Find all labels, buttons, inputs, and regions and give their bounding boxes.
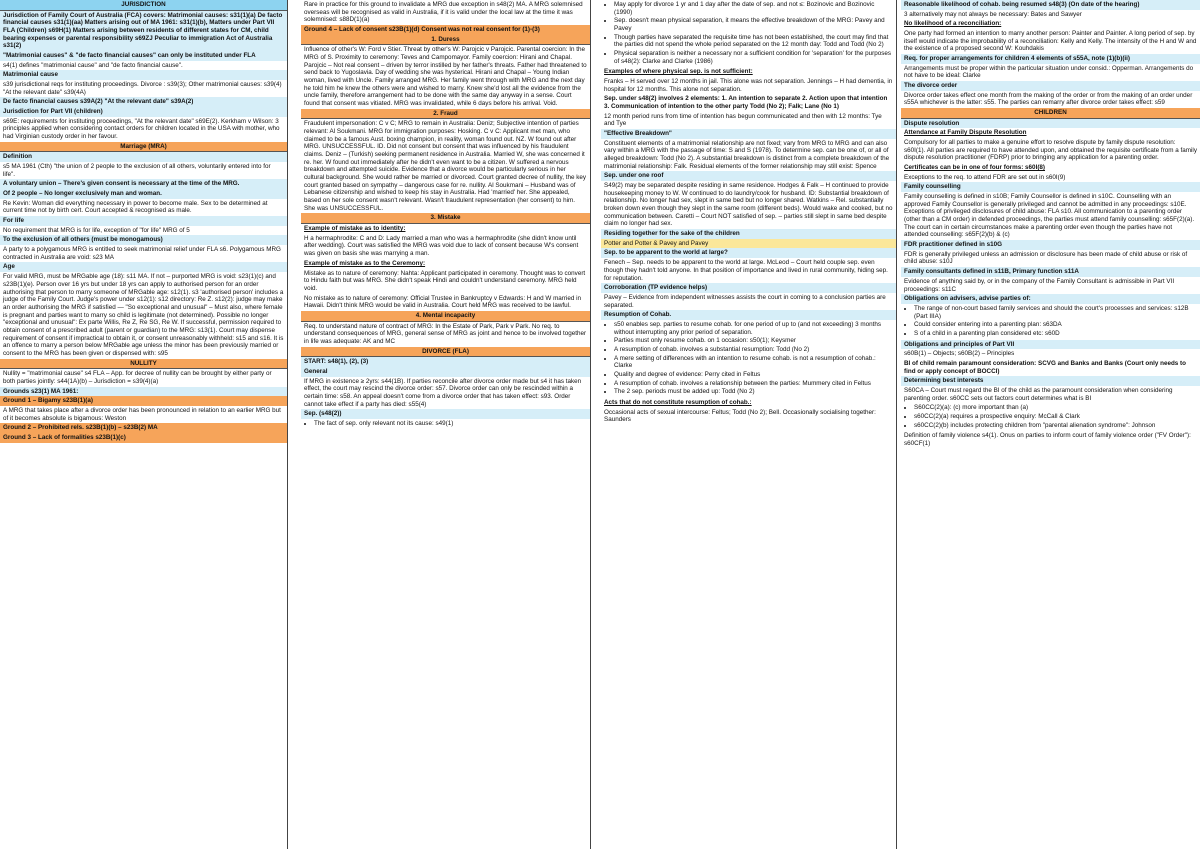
ground-1-text: A MRG that takes place after a divorce order has been pronounced in relation to an earlier MRG but of it becomes absolute is bigamous: Weston (3, 406, 281, 422)
list-item: • S60CC(2)(a): (c) more important than (a) (914, 404, 1197, 412)
reasonable-likelihood-text: 3 alternatively may not always be necessary: Bates and Sawyer (904, 10, 1082, 18)
list-item: • s60CC(2)(a) requires a prospective enquiry: McCall & Clark (914, 413, 1197, 421)
attendance-fdr-text: Compulsory for all parties to make a genuine effort to resolve dispute by family dispute resolution: s60I(1). All parties are required to have attended upon, and obtained the requisite certificate from a family dispute resolution practitioner (FDRP) prior to bringing any application for a parenting order. (904, 139, 1197, 162)
definition-text: s5 MA 1961 (Cth) "the union of 2 people to the exclusion of all others, voluntarily entered into for life". (3, 163, 271, 178)
certificates-heading: Certificates can be in one of four forms: s60I(8) (904, 164, 1046, 172)
list-item: • May apply for divorce 1 yr and 1 day after the date of sep. and not ≤: Bozinovic and Bozinovic (1990) (614, 1, 893, 16)
fdr-practitioner-text: FDR is generally privileged unless an admission or disclosure has been made of child abuse or risk of child abuse: s10J (904, 250, 1188, 266)
list-item: • Parties must only resume cohab. on 1 occasion: s50(1); Keysmer (614, 337, 893, 345)
exclusion-heading: To the exclusion of all others (must be monogamous) (0, 235, 287, 245)
mistake-heading: 3. Mistake (301, 213, 590, 224)
corroboration-text: Pavey – Evidence from independent witnesses assists the court in coming to a conclusion parties are separated. (604, 293, 886, 309)
fraud-heading: 2. Fraud (301, 109, 590, 120)
ground-3-heading: Ground 3 – Lack of formalities s23B(1)(c) (0, 433, 287, 443)
resumption-list (601, 320, 896, 398)
sep-one-roof-heading: Sep. under one roof (601, 171, 896, 181)
exceptions-text: Exceptions to the req. to attend FDR are set out in s60I(9) (904, 173, 1066, 181)
mistake-identity-heading: Example of mistake as to identity: (304, 225, 406, 233)
proper-arrangements-text: Arrangements must be proper within the particular situation under consid.: Opperman. Arrangements do not have to be ideal: Clarke (904, 64, 1194, 80)
exclusion-text: A party to a polygamous MRG is entitled to seek matrimonial relief under FLA s6. Polygamous MRG contracted in Australia are void: s23 MA (3, 246, 281, 261)
best-interests-paramount: BI of child remain paramount consideration: SCVG and Banks and Banks (Court only needs to find or apply concept of BOCCI) (904, 359, 1187, 375)
list-item: • S of a child in a parenting plan considered etc: s60D (914, 330, 1197, 338)
part-vii-text: s69E: requirements for instituting proceedings, "At the relevant date" s69E(2). Kerkham v Wilson: 3 principles applied when considering contact orders for children located in the USA with mother, who had Virginian custody order in her favour. (3, 117, 280, 141)
list-item: • Quality and degree of evidence: Perry cited in Feltus (614, 371, 893, 379)
corroboration-heading: Corroboration (TP evidence helps) (601, 283, 896, 293)
formalities-text: Rare in practice for this ground to invalidate a MRG due exception in s48(2) MA. A MRG solemnised overseas will be recognised as valid in Australia, if it is valid under the local law at the time it was solemnised: s88D(1)(a) (304, 1, 583, 24)
separation-heading: Sep. (s48(2)) (301, 409, 590, 419)
residing-together-text: Potter and Potter & Pavey and Pavey (601, 239, 896, 249)
acts-text: Occasional acts of sexual intercourse: Feltus; Todd (No 2); Bell. Occasionally socialising together: Saunders (604, 408, 876, 424)
obligations-advisers-heading: Obligations on advisers, advise parties of: (901, 294, 1200, 304)
family-violence-text: Definition of family violence s4(1). Onus on parties to inform court of family violence order ("FV Order"): s60CF(1) (904, 432, 1191, 447)
determining-best-interests-list (901, 403, 1200, 431)
marriage-header: Marriage (MRA) (0, 142, 287, 153)
divorce-order-heading: The divorce order (901, 81, 1200, 91)
list-item: • Though parties have separated the requisite time has not been established, the court may find that the parties did not spend the whole period separated on the 12 month day: Todd and Todd (No 2) (614, 34, 893, 49)
list-item: • s50 enables sep. parties to resume cohab. for one period of up to (and not exceeding) 3 months without interrupting any prior period of separation. (614, 321, 893, 336)
matrimonial-causes-text: s4(1) defines "matrimonial cause" and "de facto financial cause". (3, 61, 183, 69)
voluntary-union-heading: A voluntary union – There's given consent is necessary at the time of the MRG. (0, 179, 287, 189)
matrimonial-cause-heading: Matrimonial cause (0, 70, 287, 80)
column-4 (901, 0, 1200, 849)
attendance-fdr-heading: Attendance at Family Dispute Resolution (904, 129, 1027, 137)
list-item: • Physical separation is neither a necessary nor a sufficient condition for 'separation' for the purposes of s48(2): Clarke and Clarke (1986) (614, 50, 893, 65)
sep-one-roof-text: S49(2) may be separated despite residing in same residence. Hodges & Falk – H continued to provide housekeeping money to W. W continued to do laundry/cook for husband. ID: Substantial breakdown of relationship. No longer had sex, slept in same bed but no longer shared. Watkins – Rel. substantially broken down even though they slept in the same room (different beds). Would wake and cooked, but no communication between. Caretti – Court NOT satisfied of sep. – parties still slept in same bed despite claim no longer had sex. (604, 182, 893, 228)
apparent-text: Fenech – Sep. needs to be apparent to the world at large. McLeod – Court held couple sep. even though they hadn't told anyone. In that position of importance and lived in rural community, hiding sep. for reputation. (604, 259, 888, 282)
fdr-practitioner-heading: FDR practitioner defined in s10G (901, 240, 1200, 250)
list-item: • A resumption of cohab. involves a relationship between the parties: Mummery cited in Feltus (614, 380, 893, 388)
resumption-heading: Resumption of Cohab. (601, 310, 896, 320)
duress-text: Influence of other's W: Ford v Stier. Threat by other's W: Parojcic v Parojcic. Parental coercion: In the MRG of S. Proximity to ceremony: Teves and Campomayor. Family coercion: Hirani and Chapal. Parojcic – Not real consent – driven by terror instilled by her father's threats. Father had threatened to send back to Yugoslavia. Day of wedding she was hysterical. Hirani and Chapal – Young Indian woman, lived with Uncle. Family arranged MRG. Her family went through with MRG and the next day he told him he knew the others were and wished to marry. Knew she'd lost all the evidence from the uncle family, therefore arrangement had to be done with the same day anyway in a sense. Court found that consent was vitiated. MRG was invalidated, while 6 days before his arrival. Void. (304, 46, 587, 108)
dispute-resolution-heading: Dispute resolution (901, 119, 1200, 129)
family-counselling-heading: Family counselling (901, 182, 1200, 192)
list-item: • s60CC(2)(b) includes protecting children from "parental alienation syndrome": Johnson (914, 422, 1197, 430)
determining-best-interests-heading: Determining best interests (901, 376, 1200, 386)
nullity-header: NULLITY (0, 359, 287, 370)
ground-4-heading: Ground 4 – Lack of consent s23B(1)(d) Consent was not real consent for (1)-(3) (301, 25, 590, 35)
column-3 (601, 0, 897, 849)
mistake-identity-text: H a hermaphrodite: C and D: Lady married a man who was a hermaphrodite (she didn't know until after wedding). Court was satisfied the MRG was void due to lack of consent because W's consent was given on basis she was marrying a man. (304, 234, 579, 258)
sep-elements: Sep. under s48(2) involves 2 elements: 1. An intention to separate 2. Action upon that intention 3. Communication of intention to the other party Todd (No 2); Falk; Lane (No 1) (604, 95, 888, 111)
separation-text (301, 419, 590, 430)
age-heading: Age (0, 262, 287, 272)
separation-bullet: • The fact of sep. only relevant not its cause: s49(1) (314, 420, 587, 428)
mistake-ceremony-heading: Example of mistake as to the Ceremony: (304, 259, 426, 267)
no-likelihood-text: One party had formed an intention to marry another person: Painter and Painter. A long period of sep. by itself would indicate the improbability of a reconciliation: Kelly and Kelly. The intensity of the H and W and the existence of a proposed second W: Kouhdakis (904, 30, 1197, 53)
mental-incapacity-heading: 4. Mental incapacity (301, 311, 590, 322)
residing-together-heading: Residing together for the sake of the children (601, 229, 896, 239)
list-item: • The 2 sep. periods must be added up: Todd (No 2) (614, 388, 893, 396)
divorce-start: START: s48(1), (2), (3) (301, 357, 590, 367)
for-life-text: No requirement that MRG is for life, exception of "for life" MRG of 5 (3, 226, 190, 234)
family-consultants-text: Evidence of anything said by, or in the company of the Family Consultant is admissible in Part VII proceedings: s11C (904, 277, 1175, 293)
list-item: • A mere setting of differences with an intention to resume cohab. is not a resumption of cohab.: Clarke (614, 355, 893, 370)
matrimonial-cause-text: s39 jurisdictional reqs for instituting proceedings. Divorce : s39(3); Other matrimonial causes: s39(4) "At the relevant date" s39(4A) (3, 81, 282, 96)
for-life-heading: For life (0, 216, 287, 226)
list-item: • A resumption of cohab. involves a substantial resumption: Todd (No 2) (614, 346, 893, 354)
definition-heading: Definition (0, 152, 287, 162)
nullity-text: Nullity = "matrimonial cause" s4 FLA – App. for decree of nullity can be brought by either party or both parties jointly: s44(1A)(b) – Jurisdiction = s39(4)(a) (3, 370, 272, 385)
divorce-header: DIVORCE (FLA) (301, 347, 590, 358)
part-vii-heading: Jurisdiction for Part VII (children) (0, 107, 287, 117)
family-consultants-heading: Family consultants defined in s11B, Primary function s11A (901, 267, 1200, 277)
no-likelihood-heading: No likelihood of a reconciliation: (904, 20, 1002, 28)
mental-incapacity-text: Req. to understand nature of contract of MRG: In the Estate of Park, Park v Park. No req. to understand consequences of MRG, general sense of MRG as joint and hence to be involved together in life was adequate: AK and MC (304, 322, 587, 345)
de-facto-heading: De facto financial causes s39A(2) "At the relevant date" s39A(2) (0, 97, 287, 107)
reasonable-likelihood-heading: Reasonable likelihood of cohab. being resumed s48(3) (On date of the hearing) (901, 0, 1200, 10)
grounds-heading: Grounds s23(1) MA 1961: (0, 387, 287, 397)
list-item: • Sep. doesn't mean physical separation, it means the effective breakdown of the MRG: Pavey and Pavey (614, 17, 893, 32)
children-header: CHILDREN (901, 108, 1200, 119)
acts-heading: Acts that do not constitute resumption of cohab.: (604, 398, 752, 406)
divorce-order-text: Divorce order takes effect one month from the making of the order or from the making of an order under s55A whichever is the latter: s55. The parties can remarry after divorce order takes effect: s59 (904, 91, 1193, 107)
duress-heading: 1. Duress (301, 35, 590, 46)
list-item: • The range of non-court based family services and should the court's processes and services: s12B (Part IIIA) (914, 305, 1197, 320)
obligations-advisers-list (901, 304, 1200, 340)
matrimonial-causes-heading: "Matrimonial causes" & "de facto financial causes" can only be instituted under FLA (0, 51, 287, 61)
effective-breakdown-text: Constituent elements of a matrimonial relationship are not fixed; vary from MRG to MRG and can also vary within a MRG with the passage of time: S and S (1978). To determine sep. can be one of, or all of alleged breakdown: Todd (No 2). A substantial breakdown is distinct from a complete breakdown of the matrimonial relationship: Falk. Residual elements of the former relationship may still exist: Spence (604, 139, 890, 170)
jurisdiction-header: JURISDICTION (0, 0, 287, 11)
physical-sep-heading: Examples of where physical sep. is not sufficient: (604, 68, 753, 76)
physical-sep-text: Franks – H served over 12 months in jail. This alone was not separation. Jennings – H had dementia, in hospital for 12 months. This alone not separation. (604, 78, 893, 93)
jurisdiction-fca: Jurisdiction of Family Court of Australia (FCA) covers: Matrimonial causes: s31(1)(a) De facto financial causes s31(1)(aa) Matters arising out of MA 1961: s31(1)(b), Matters under Part VII FLA (Children) s69H(1) Matters arising between residents of different states for CM, child bearing expenses or parental responsibility s69ZJ Peculiar to immigration Act of Australia s31(2) (0, 11, 287, 51)
family-counselling-text: Family counselling is defined in s10B; Family Counsellor is defined in s10C. Counselling with an approved Family Counsellor is generally privileged and cannot be admitted in any proceedings: s10E. Exceptions of privileged disclosures of child abuse: FLA s10. All communication to a parenting order (other than a CM order) in defended proceedings, the parties must attend family counselling: s65F(2)(a). The court can in certain circumstances make a parenting order even though the parties have not attended counselling: s65F(2)(b) & (c) (904, 193, 1195, 239)
general-heading: General (301, 367, 590, 377)
re-kevin-text: Re Kevin: Woman did everything necessary in power to become male. Sex to be determined at current time not by birth cert. Court accepted & recognised as male. (3, 199, 268, 215)
column-1 (0, 0, 288, 849)
column-2 (301, 0, 591, 849)
obligations-principles-heading: Obligations and principles of Part VII (901, 340, 1200, 350)
ground-2-heading: Ground 2 – Prohibited rels. s23B(1)(b) – s23B(2) MA (0, 423, 287, 433)
mistake-ceremony-text: Mistake as to nature of ceremony: Nahta: Applicant participated in ceremony. Thought was to convert to Hindu faith but was MRG. She didn't speak Hindi and couldn't understand ceremony. MRG held void. (304, 269, 586, 292)
general-text: If MRG in existence ≥ 2yrs: s44(1B). If parties reconcile after divorce order made but s4 it has taken effect, the court may rescind the divorce order: s57. Divorce order can only be rescinded within a certain time: s58. An appeal doesn't come from a divorce order that has taken effect: s93. Order cannot take effect if a party has died: s55(4) (304, 377, 582, 408)
age-text: For valid MRG, must be MRGable age (18): s11 MA. If not – purported MRG is void: s23(1)(c) and s23B(1)(e). Person over 16 yrs but under 18 yrs can apply to authorised person for an order authorising that person to marry someone of MRGable age: s12(1). s3 'authorised person' includes a judge of the Family Court. Judge's power under s12(1): s12 directory: Re Z. s12(2): judge may make an order authorising the MRG if satisfied — "So exceptional and unusual" – Must also, where female is pregnant and parties want to marry so child is legitimate (not determined). Possible no longer "exceptional and unusual": Ex parte Willis, Re Z, Re SG, Re W. If successful, permission required to obtain consent of a prescribed adult (parent or guardian) to the MRG: s13(1). Court may dispense requirement of consent if impractical to obtain it, or consent unreasonably withheld: s15 and s16. It is an offence to marry a person below MRGable age unless the minor has been previously married or consent to the MRG has been given or dispensed with: s95 (3, 273, 284, 357)
determining-best-interests-text: S60CA – Court must regard the BI of the child as the paramount consideration when considering parenting order. s60CC sets out factors court determines what is BI (904, 386, 1173, 402)
separation-list (601, 0, 896, 67)
ground-1-heading: Ground 1 – Bigamy s23B(1)(a) (0, 396, 287, 406)
apparent-heading: Sep. to be apparent to the world at large? (601, 248, 896, 258)
effective-breakdown-heading: "Effective Breakdown" (601, 129, 896, 139)
proper-arrangements-heading: Req. for proper arrangements for children 4 elements of s55A, note (1)(b)(ii) (901, 54, 1200, 64)
no-mistake-text: No mistake as to nature of ceremony: Official Trustee in Bankruptcy v Edwards: H and W married in Hawaii. Didn't think MRG would be valid in Australia. Court held MRG was received to be lawful. (304, 294, 582, 310)
obligations-principles-text: s60B(1) – Objects; s60B(2) – Principles (904, 350, 1015, 358)
fraud-text: Fraudulent impersonation: C v C; MRG to remain in Australia: Deniz; Subjective intention of parties relevant: Al Soukmani. MRG for immigration purposes: Hosking. C v C: Applicant met man, who claimed to be a famous Aust. boxing champion, in reality, woman found out. NZ. W found out after MRG. UNSUCCESSFUL. ID. Did not consent but consent that was influenced by his fraudulent claims. Deniz – (Turkish) seeking permanent residence in Australia. Married W, she was concerned it re. her. W found out immediately after he didn't even want to be a citizen. W suffered a nervous breakdown and attempted suicide. Evidence that a divorce would be particularly serious in her cultural background. She would rather be married or divorced. Court granted decree of nullity, the key court granted based on sympathy – dangerous case for re. nullity. Al Soukmani – Husband was of Lebanese citizenship and wished to keep his stay in Australia. Had 'married' her. She appealed, based on her sole consent wasn't relevant. Wasn't fraudulent representation (her consent) to him. She was UNSUCCESSFUL. (304, 120, 586, 212)
two-people-heading: Of 2 people – No longer exclusively man and woman. (0, 189, 287, 199)
list-item: • Could consider entering into a parenting plan: s63DA (914, 321, 1197, 329)
twelve-month-text: 12 month period runs from time of intention has begun communicated and then with 12 months: Tye and Tye (604, 112, 882, 128)
